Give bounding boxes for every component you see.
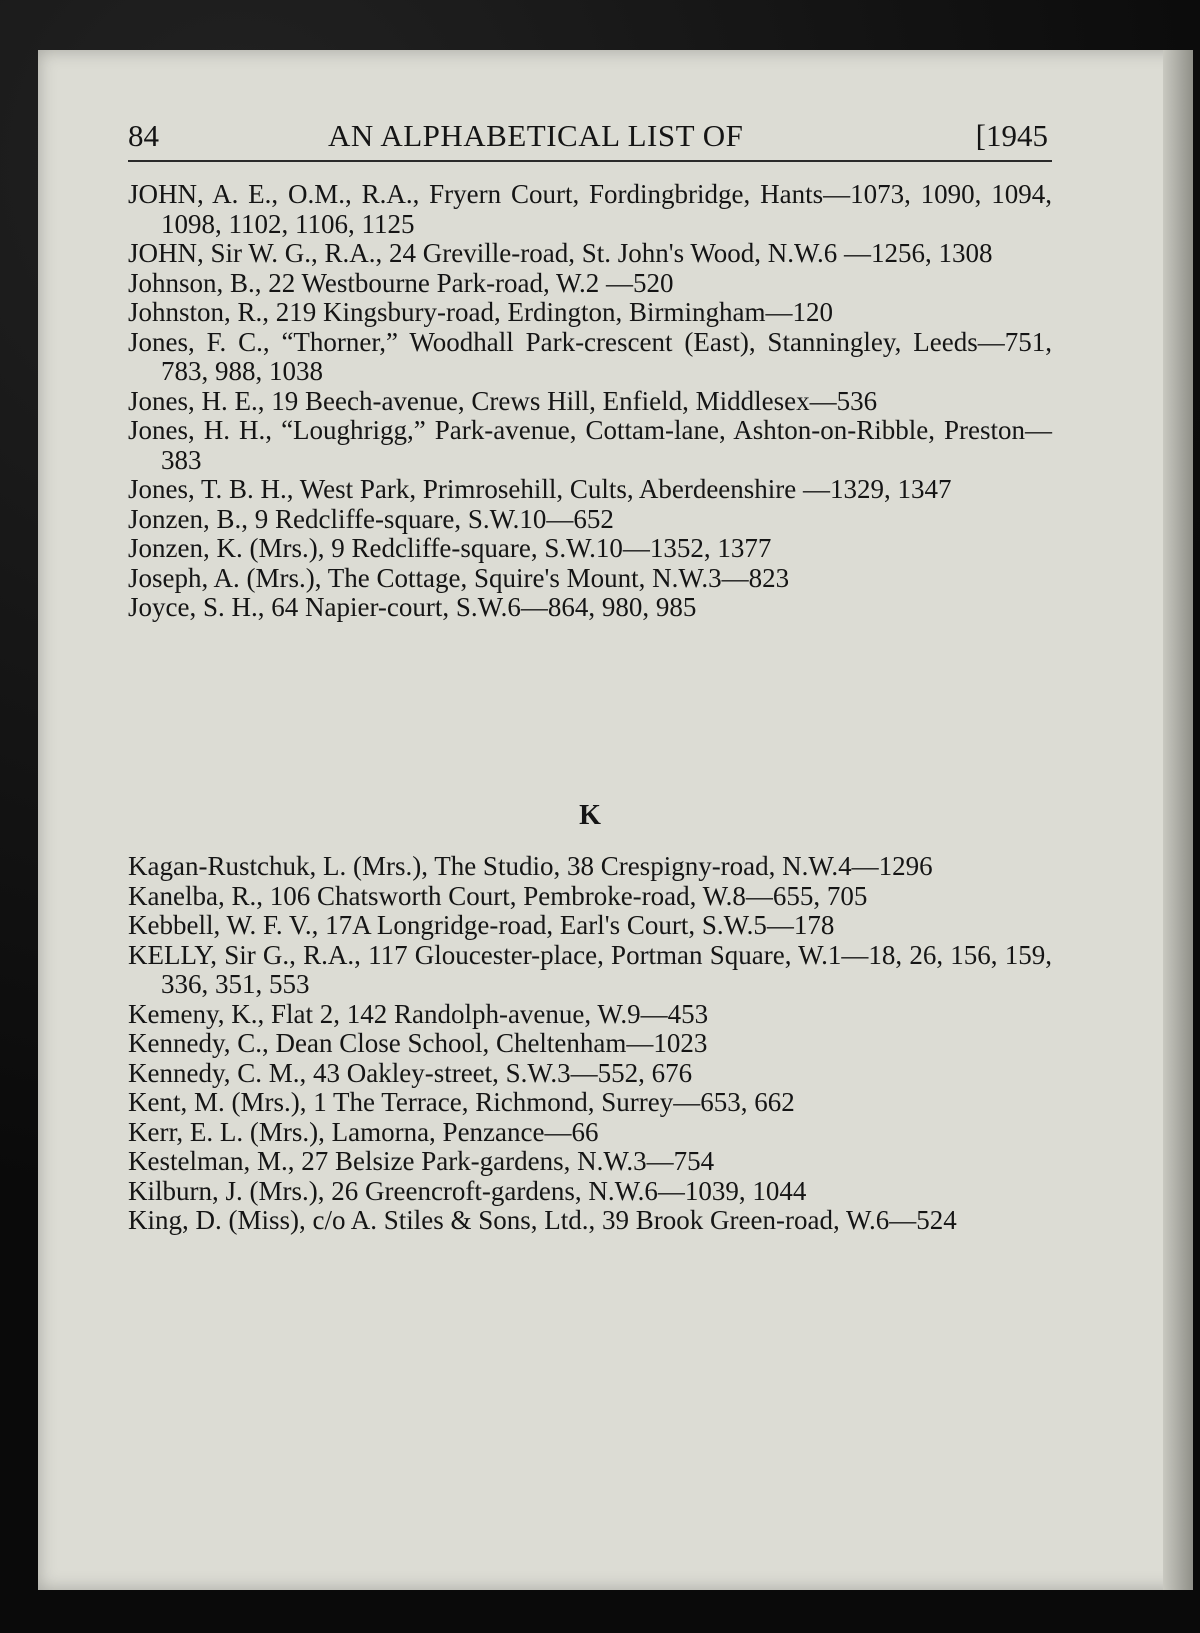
list-entry: Jones, H. E., 19 Beech-avenue, Crews Hill, Enfield, Middlesex—536 [128,385,878,416]
header-rule [128,160,1052,162]
list-entry: Kemeny, K., Flat 2, 142 Randolph-avenue, W.9—453 [128,998,709,1029]
list-entry: JOHN, A. E., O.M., R.A., Fryern Court, Fordingbridge, Hants—1073, 1090, 1094, 1098, 1102, 1106, 1125 [128,179,1052,239]
page-number: 84 [128,118,159,153]
year-label: [1945 [975,118,1048,153]
list-entry: Joseph, A. (Mrs.), The Cottage, Squire's Mount, N.W.3—823 [128,562,790,593]
list-entry: Jonzen, K. (Mrs.), 9 Redcliffe-square, S.W.10—1352, 1377 [128,533,772,563]
list-entry: Jonzen, B., 9 Redcliffe-square, S.W.10—652 [128,503,614,534]
list-entry: Kent, M. (Mrs.), 1 The Terrace, Richmond, Surrey—653, 662 [128,1087,795,1117]
running-header [128,108,1048,158]
list-entry: Johnston, R., 219 Kingsbury-road, Erdington, Birmingham—120 [128,297,833,327]
list-entry: Kerr, E. L. (Mrs.), Lamorna, Penzance—66 [128,1116,599,1147]
list-entry: Kebbell, W. F. V., 17A Longridge-road, Earl's Court, S.W.5—178 [128,910,835,940]
section-j-list [128,180,1052,623]
list-entry: JOHN, Sir W. G., R.A., 24 Greville-road, St. John's Wood, N.W.6 —1256, 1308 [128,238,993,268]
list-entry: Joyce, S. H., 64 Napier-court, S.W.6—864, 980, 985 [128,592,697,622]
page-edge [1163,50,1193,1590]
list-entry: Kennedy, C. M., 43 Oakley-street, S.W.3—552, 676 [128,1057,693,1088]
list-entry: King, D. (Miss), c/o A. Stiles & Sons, Ltd., 39 Brook Green-road, W.6—524 [128,1205,957,1235]
list-entry: Kagan-Rustchuk, L. (Mrs.), The Studio, 38 Crespigny-road, N.W.4—1296 [128,851,933,881]
list-entry: Kanelba, R., 106 Chatsworth Court, Pembroke-road, W.8—655, 705 [128,880,868,911]
section-k-heading: K [579,800,601,831]
list-entry: Jones, T. B. H., West Park, Primrosehill, Cults, Aberdeenshire —1329, 1347 [128,474,952,504]
list-entry: Kestelman, M., 27 Belsize Park-gardens, N.W.3—754 [128,1146,715,1176]
list-entry: Jones, F. C., “Thorner,” Woodhall Park-crescent (East), Stanningley, Leeds—751, 783, 988, 1038 [128,326,1052,386]
list-entry: Kennedy, C., Dean Close School, Cheltenham—1023 [128,1028,708,1058]
list-entry: Jones, H. H., “Loughrigg,” Park-avenue, Cottam-lane, Ashton-on-Ribble, Preston—383 [128,415,1052,475]
list-entry: KELLY, Sir G., R.A., 117 Gloucester-place, Portman Square, W.1—18, 26, 156, 159, 336, 351, 553 [128,939,1052,999]
section-k-list [128,852,1052,1236]
list-entry: Johnson, B., 22 Westbourne Park-road, W.2 —520 [128,267,674,298]
list-entry: Kilburn, J. (Mrs.), 26 Greencroft-gardens, N.W.6—1039, 1044 [128,1175,807,1206]
page-title: AN ALPHABETICAL LIST OF [328,118,744,153]
